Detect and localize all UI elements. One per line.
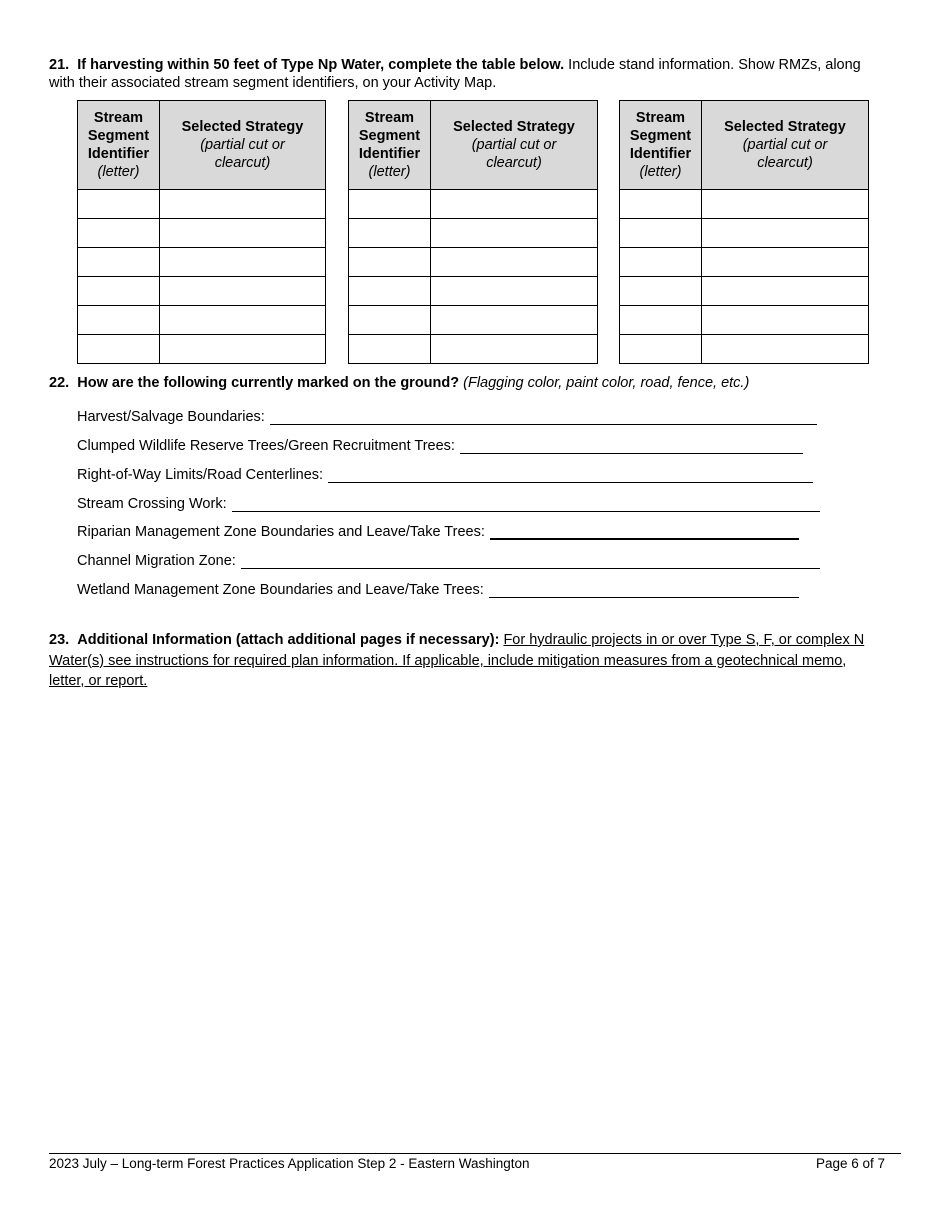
field-channel-migration-zone bbox=[77, 549, 820, 569]
stream-segment-cell[interactable] bbox=[349, 306, 431, 335]
question-number: 22. bbox=[49, 375, 70, 391]
strategy-cell[interactable] bbox=[431, 277, 598, 306]
selected-strategy-header: Selected Strategy (partial cut or clearcut) bbox=[702, 101, 869, 190]
stream-segment-header: Stream Segment Identifier (letter) bbox=[78, 101, 160, 190]
strategy-cell[interactable] bbox=[431, 306, 598, 335]
question-number: 23. bbox=[49, 632, 70, 648]
field-label: Riparian Management Zone Boundaries and Leave/Take Trees: bbox=[77, 524, 485, 540]
field-stream-crossing-work bbox=[77, 492, 820, 512]
strategy-cell[interactable] bbox=[431, 190, 598, 219]
strategy-cell[interactable] bbox=[702, 190, 869, 219]
stream-segment-header: Stream Segment Identifier (letter) bbox=[349, 101, 431, 190]
table-row bbox=[620, 335, 869, 364]
fill-line-input[interactable] bbox=[490, 524, 799, 540]
question-21 bbox=[49, 56, 869, 92]
strategy-cell[interactable] bbox=[160, 248, 326, 277]
strategy-cell[interactable] bbox=[702, 335, 869, 364]
strategy-cell[interactable] bbox=[702, 306, 869, 335]
selected-strategy-header: Selected Strategy (partial cut or clearcut) bbox=[160, 101, 326, 190]
fill-line-input[interactable] bbox=[270, 410, 817, 425]
fill-line-input[interactable] bbox=[241, 554, 820, 569]
stream-segment-cell[interactable] bbox=[349, 190, 431, 219]
stream-segment-cell[interactable] bbox=[620, 219, 702, 248]
stream-segment-cell[interactable] bbox=[78, 219, 160, 248]
table-row bbox=[349, 335, 598, 364]
question-22-italic-text: (Flagging color, paint color, road, fence, etc.) bbox=[463, 375, 750, 391]
stream-segment-cell[interactable] bbox=[78, 277, 160, 306]
stream-segment-cell[interactable] bbox=[78, 306, 160, 335]
table-row bbox=[349, 190, 598, 219]
stream-segment-header: Stream Segment Identifier (letter) bbox=[620, 101, 702, 190]
fill-line-input[interactable] bbox=[328, 468, 813, 483]
stream-segment-cell[interactable] bbox=[349, 219, 431, 248]
field-label: Clumped Wildlife Reserve Trees/Green Recruitment Trees: bbox=[77, 438, 455, 454]
question-21-bold-text: If harvesting within 50 feet of Type Np Water, complete the table below. bbox=[77, 57, 565, 73]
strategy-cell[interactable] bbox=[160, 219, 326, 248]
table-row bbox=[349, 248, 598, 277]
stream-segment-cell[interactable] bbox=[78, 248, 160, 277]
question-23-instructions: For hydraulic projects in or over Type S, F, or complex N Water(s) see instructions for required plan information. If applicable, include mitigation measures from a geotechnical memo, letter, or report. bbox=[49, 632, 865, 689]
question-21-text: Include stand information. Show RMZs, along with their associated stream segment identifiers, on your Activity Map. bbox=[49, 57, 861, 91]
table-row bbox=[78, 248, 326, 277]
stream-segment-cell[interactable] bbox=[620, 248, 702, 277]
question-23-bold-text: Additional Information (attach additional pages if necessary): bbox=[77, 632, 500, 648]
strategy-cell[interactable] bbox=[702, 248, 869, 277]
strategy-cell[interactable] bbox=[702, 277, 869, 306]
stream-segment-cell[interactable] bbox=[620, 190, 702, 219]
question-number: 21. bbox=[49, 57, 70, 73]
table-row bbox=[620, 277, 869, 306]
field-right-of-way-limits bbox=[77, 463, 813, 483]
selected-strategy-header: Selected Strategy (partial cut or clearcut) bbox=[431, 101, 598, 190]
strategy-cell[interactable] bbox=[160, 190, 326, 219]
table-row bbox=[620, 248, 869, 277]
question-23 bbox=[49, 630, 874, 692]
stream-segment-cell[interactable] bbox=[349, 335, 431, 364]
table-row bbox=[620, 190, 869, 219]
table-row bbox=[78, 335, 326, 364]
table-row bbox=[78, 306, 326, 335]
stream-strategy-table-1 bbox=[77, 100, 326, 364]
stream-strategy-table-2 bbox=[348, 100, 598, 364]
fill-line-input[interactable] bbox=[460, 439, 803, 454]
field-harvest-salvage-boundaries bbox=[77, 405, 817, 425]
strategy-cell[interactable] bbox=[431, 248, 598, 277]
stream-segment-cell[interactable] bbox=[620, 306, 702, 335]
table-row bbox=[620, 219, 869, 248]
strategy-cell[interactable] bbox=[160, 306, 326, 335]
field-wetland-management-zone bbox=[77, 578, 799, 598]
stream-segment-cell[interactable] bbox=[349, 277, 431, 306]
footer-divider bbox=[49, 1153, 901, 1154]
stream-segment-cell[interactable] bbox=[78, 335, 160, 364]
strategy-cell[interactable] bbox=[160, 277, 326, 306]
strategy-cell[interactable] bbox=[160, 335, 326, 364]
table-row bbox=[349, 277, 598, 306]
stream-segment-cell[interactable] bbox=[349, 248, 431, 277]
strategy-cell[interactable] bbox=[431, 335, 598, 364]
stream-segment-cell[interactable] bbox=[78, 190, 160, 219]
strategy-cell[interactable] bbox=[431, 219, 598, 248]
table-row bbox=[78, 219, 326, 248]
question-22 bbox=[49, 375, 749, 391]
table-row bbox=[78, 277, 326, 306]
field-label: Channel Migration Zone: bbox=[77, 553, 236, 569]
field-label: Wetland Management Zone Boundaries and Leave/Take Trees: bbox=[77, 582, 484, 598]
stream-segment-cell[interactable] bbox=[620, 335, 702, 364]
fill-line-input[interactable] bbox=[232, 497, 820, 512]
footer-page-number: Page 6 of 7 bbox=[816, 1156, 886, 1171]
field-label: Right-of-Way Limits/Road Centerlines: bbox=[77, 467, 324, 483]
table-row bbox=[78, 190, 326, 219]
table-row bbox=[620, 306, 869, 335]
footer-document-title: 2023 July – Long-term Forest Practices Application Step 2 - Eastern Washington bbox=[49, 1156, 530, 1171]
strategy-cell[interactable] bbox=[702, 219, 869, 248]
table-row bbox=[349, 306, 598, 335]
fill-line-input[interactable] bbox=[489, 583, 799, 598]
table-row bbox=[349, 219, 598, 248]
field-label: Stream Crossing Work: bbox=[77, 496, 227, 512]
field-clumped-wildlife-reserve-trees bbox=[77, 434, 803, 454]
field-riparian-management-zone bbox=[77, 520, 799, 540]
stream-strategy-table-3 bbox=[619, 100, 869, 364]
stream-segment-cell[interactable] bbox=[620, 277, 702, 306]
field-label: Harvest/Salvage Boundaries: bbox=[77, 409, 265, 425]
question-22-bold-text: How are the following currently marked on the ground? bbox=[77, 375, 460, 391]
